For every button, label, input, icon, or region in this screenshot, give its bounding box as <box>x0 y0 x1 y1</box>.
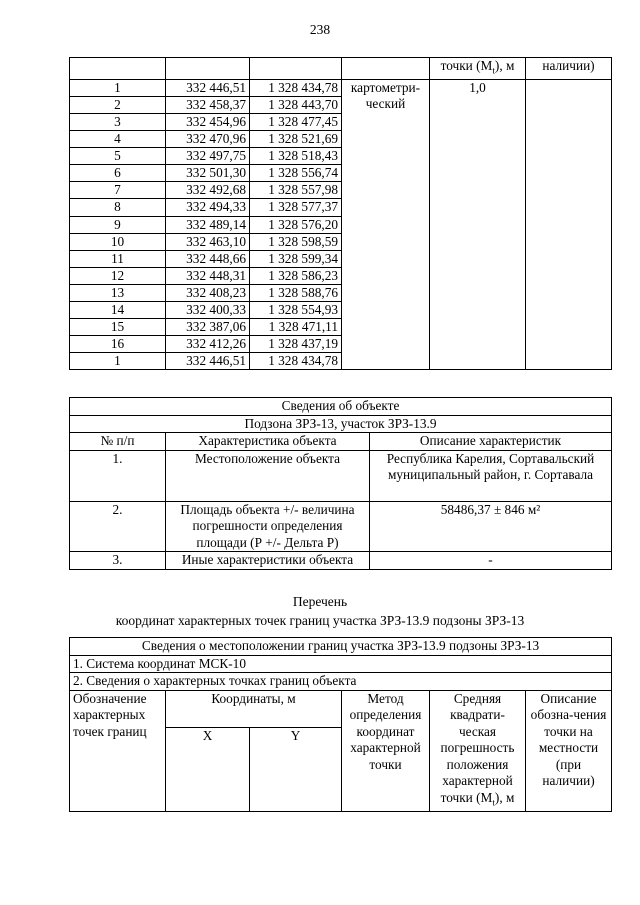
point-x: 332 408,23 <box>166 284 250 301</box>
method-cell: картометри-ческий <box>342 79 430 370</box>
mt-header-full: Средняя квадрати-ческая погрешность положения характерной точки $(M_t)$, м <box>430 690 526 811</box>
point-number: 15 <box>70 319 166 336</box>
description-cell <box>526 79 612 370</box>
point-number: 14 <box>70 301 166 318</box>
boundary-title: Сведения о местоположении границ участка ЗРЗ-13.9 подзоны ЗРЗ-13 <box>70 638 612 656</box>
boundary-table <box>69 637 612 812</box>
object-info-subtitle: Подзона ЗРЗ-13, участок ЗРЗ-13.9 <box>70 415 612 433</box>
point-number: 7 <box>70 182 166 199</box>
mt-header: точки $(M_t)$, м <box>430 58 526 80</box>
table-row <box>70 552 612 570</box>
mt-cell: 1,0 <box>430 79 526 370</box>
point-y: 1 328 554,93 <box>250 301 342 318</box>
point-x: 332 400,33 <box>166 301 250 318</box>
point-x: 332 448,66 <box>166 250 250 267</box>
row-characteristic: Иные характеристики объекта <box>166 552 370 570</box>
col-description-header: Описание характеристик <box>370 433 612 451</box>
point-y: 1 328 518,43 <box>250 148 342 165</box>
designation-header: Обозначение характерных точек границ <box>70 690 166 811</box>
point-x: 332 448,31 <box>166 267 250 284</box>
point-x: 332 446,51 <box>166 353 250 370</box>
point-number: 1 <box>70 353 166 370</box>
point-x: 332 412,26 <box>166 336 250 353</box>
row-characteristic: Местоположение объекта <box>166 450 370 501</box>
point-x: 332 458,37 <box>166 96 250 113</box>
object-info-table <box>69 397 612 570</box>
point-number: 1 <box>70 79 166 96</box>
point-number: 11 <box>70 250 166 267</box>
row-characteristic: Площадь объекта +/- величина погрешности определения площади (Р +/- Дельта Р) <box>166 501 370 552</box>
point-x: 332 387,06 <box>166 319 250 336</box>
point-number: 9 <box>70 216 166 233</box>
coordinate-system: 1. Система координат МСК-10 <box>70 655 612 673</box>
row-number: 1. <box>70 450 166 501</box>
points-info: 2. Сведения о характерных точках границ объекта <box>70 673 612 691</box>
row-description: - <box>370 552 612 570</box>
row-number: 3. <box>70 552 166 570</box>
point-y: 1 328 521,69 <box>250 131 342 148</box>
desc-header-full: Описание обозна-чения точки на местности (при наличии) <box>526 690 612 811</box>
point-x: 332 446,51 <box>166 79 250 96</box>
point-y: 1 328 598,59 <box>250 233 342 250</box>
point-x: 332 494,33 <box>166 199 250 216</box>
y-header: Y <box>250 727 342 811</box>
point-y: 1 328 588,76 <box>250 284 342 301</box>
point-number: 10 <box>70 233 166 250</box>
point-y: 1 328 577,37 <box>250 199 342 216</box>
point-y: 1 328 586,23 <box>250 267 342 284</box>
object-info-title: Сведения об объекте <box>70 398 612 416</box>
coords-header: Координаты, м <box>166 690 342 727</box>
point-x: 332 463,10 <box>166 233 250 250</box>
col-number-header: № п/п <box>70 433 166 451</box>
point-number: 13 <box>70 284 166 301</box>
point-y: 1 328 434,78 <box>250 79 342 96</box>
row-description: 58486,37 ± 846 м² <box>370 501 612 552</box>
point-x: 332 470,96 <box>166 131 250 148</box>
point-number: 4 <box>70 131 166 148</box>
heading-line1: Перечень <box>292 594 348 609</box>
point-number: 2 <box>70 96 166 113</box>
page-number: 238 <box>309 22 331 37</box>
point-x: 332 489,14 <box>166 216 250 233</box>
point-number: 12 <box>70 267 166 284</box>
desc-header: наличии) <box>526 58 612 80</box>
point-number: 16 <box>70 336 166 353</box>
point-x: 332 454,96 <box>166 113 250 130</box>
heading-line2: координат характерных точек границ участка ЗРЗ-13.9 подзоны ЗРЗ-13 <box>115 613 525 628</box>
row-description: Республика Карелия, Сортавальский муниципальный район, г. Сортавала <box>370 450 612 501</box>
point-y: 1 328 437,19 <box>250 336 342 353</box>
point-y: 1 328 557,98 <box>250 182 342 199</box>
point-number: 6 <box>70 165 166 182</box>
point-y: 1 328 556,74 <box>250 165 342 182</box>
method-header: Метод определения координат характерной точки <box>342 690 430 811</box>
x-header: X <box>166 727 250 811</box>
col-characteristic-header: Характеристика объекта <box>166 433 370 451</box>
point-x: 332 501,30 <box>166 165 250 182</box>
point-y: 1 328 576,20 <box>250 216 342 233</box>
point-y: 1 328 443,70 <box>250 96 342 113</box>
table-header-row <box>70 58 612 80</box>
point-number: 8 <box>70 199 166 216</box>
table-row <box>70 450 612 501</box>
point-x: 332 497,75 <box>166 148 250 165</box>
point-y: 1 328 471,11 <box>250 319 342 336</box>
point-y: 1 328 434,78 <box>250 353 342 370</box>
point-number: 5 <box>70 148 166 165</box>
coordinates-table <box>69 57 612 370</box>
point-number: 3 <box>70 113 166 130</box>
point-y: 1 328 599,34 <box>250 250 342 267</box>
point-y: 1 328 477,45 <box>250 113 342 130</box>
table-row <box>70 79 612 96</box>
point-x: 332 492,68 <box>166 182 250 199</box>
row-number: 2. <box>70 501 166 552</box>
table-row <box>70 501 612 552</box>
